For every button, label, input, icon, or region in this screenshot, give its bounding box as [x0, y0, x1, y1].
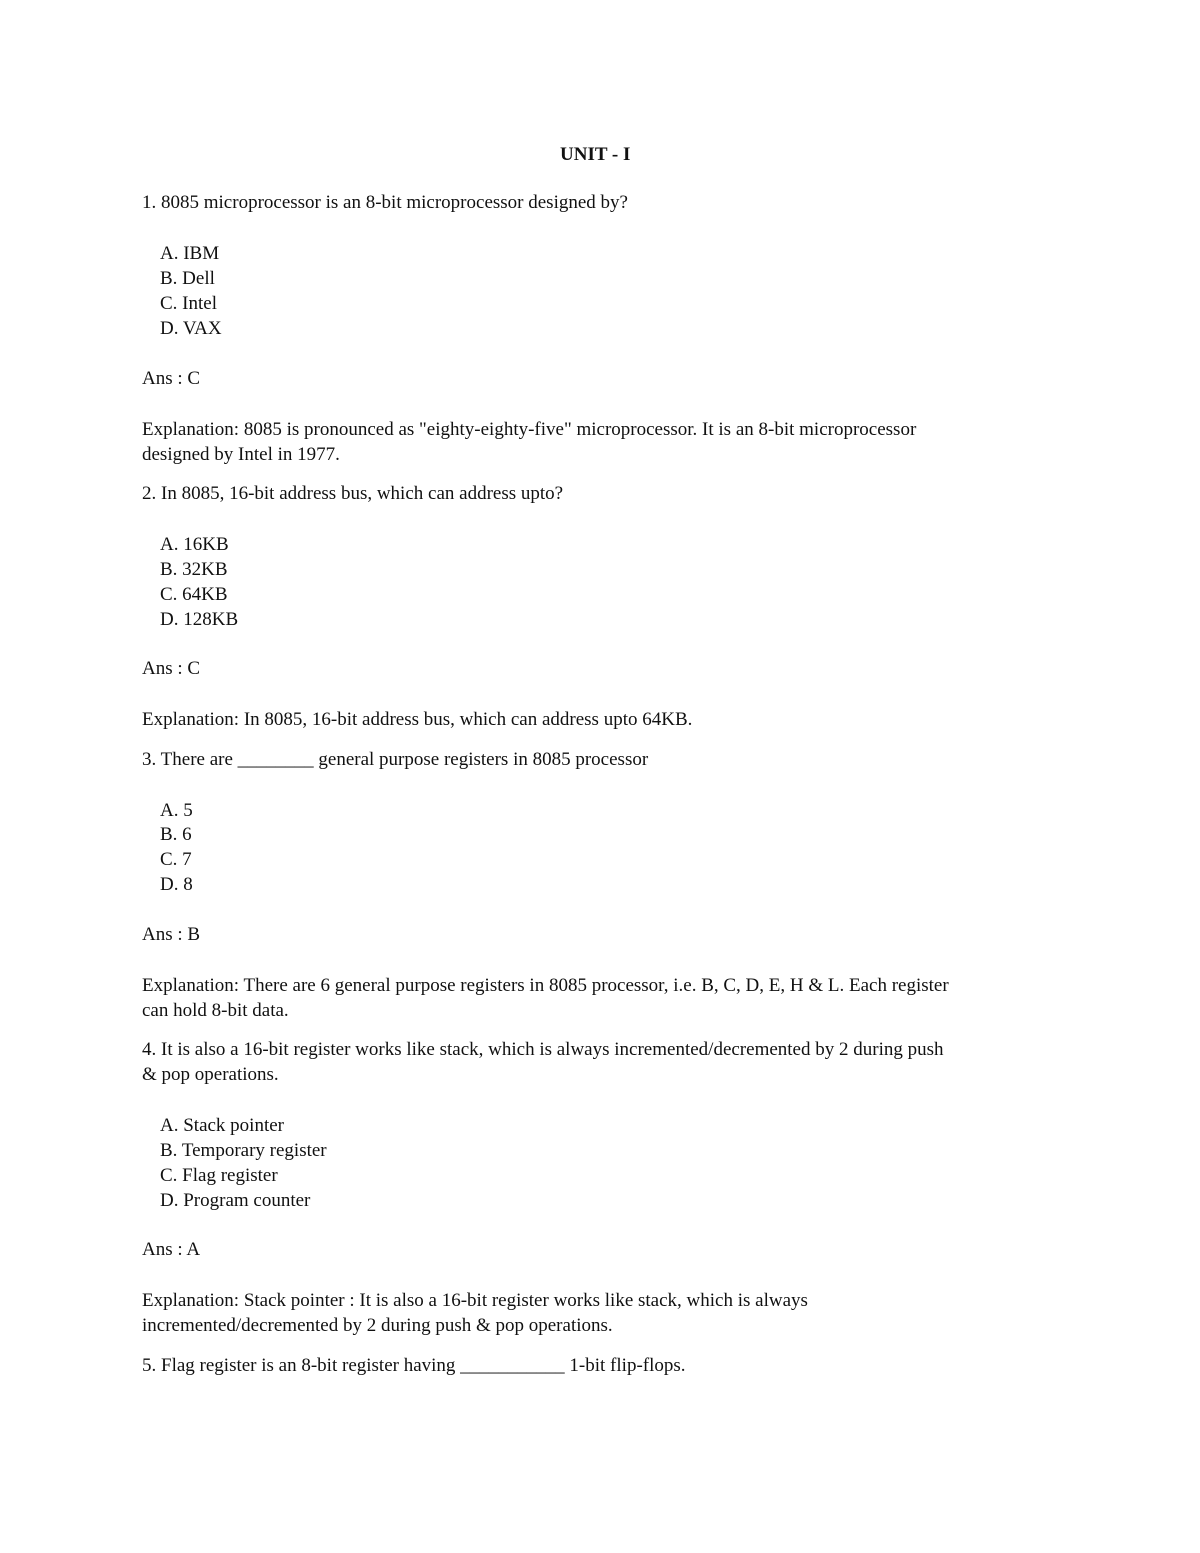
q2-option-d: D. 128KB: [160, 609, 239, 630]
question-3: 3. There are ________ general purpose registers in 8085 processor: [142, 749, 649, 770]
q3-option-c: C. 7: [160, 849, 192, 870]
q1-answer: Ans : C: [142, 368, 201, 389]
q4-explanation-line-1: Explanation: Stack pointer : It is also a 16-bit register works like stack, which is always: [142, 1290, 808, 1311]
q4-option-b: B. Temporary register: [160, 1140, 327, 1161]
q3-explanation-line-2: can hold 8-bit data.: [142, 1000, 289, 1021]
question-1: 1. 8085 microprocessor is an 8-bit microprocessor designed by?: [142, 192, 628, 213]
q3-explanation-line-1: Explanation: There are 6 general purpose registers in 8085 processor, i.e. B, C, D, E, H & L. Each register: [142, 975, 949, 996]
q2-option-a: A. 16KB: [160, 534, 229, 555]
q2-answer: Ans : C: [142, 658, 201, 679]
question-2: 2. In 8085, 16-bit address bus, which can address upto?: [142, 483, 564, 504]
q2-explanation-line-1: Explanation: In 8085, 16-bit address bus, which can address upto 64KB.: [142, 709, 693, 730]
q1-explanation-line-2: designed by Intel in 1977.: [142, 444, 340, 465]
q4-option-a: A. Stack pointer: [160, 1115, 285, 1136]
q4-answer: Ans : A: [142, 1239, 201, 1260]
q2-option-c: C. 64KB: [160, 584, 228, 605]
q4-option-c: C. Flag register: [160, 1165, 278, 1186]
page-title: UNIT - I: [560, 144, 631, 165]
q2-option-b: B. 32KB: [160, 559, 228, 580]
q4-option-d: D. Program counter: [160, 1190, 311, 1211]
q4-explanation-line-2: incremented/decremented by 2 during push & pop operations.: [142, 1315, 613, 1336]
q1-option-b: B. Dell: [160, 268, 215, 289]
q1-explanation-line-1: Explanation: 8085 is pronounced as "eighty-eighty-five" microprocessor. It is an 8-bit microprocessor: [142, 419, 917, 440]
q3-option-a: A. 5: [160, 800, 193, 821]
question-4-line-2: & pop operations.: [142, 1064, 279, 1085]
question-5: 5. Flag register is an 8-bit register having ___________ 1-bit flip-flops.: [142, 1355, 686, 1376]
q3-option-d: D. 8: [160, 874, 193, 895]
question-4-line-1: 4. It is also a 16-bit register works like stack, which is always incremented/decremented by 2 during push: [142, 1039, 944, 1060]
q3-answer: Ans : B: [142, 924, 201, 945]
q3-option-b: B. 6: [160, 824, 192, 845]
q1-option-c: C. Intel: [160, 293, 217, 314]
q1-option-d: D. VAX: [160, 318, 222, 339]
q1-option-a: A. IBM: [160, 243, 220, 264]
